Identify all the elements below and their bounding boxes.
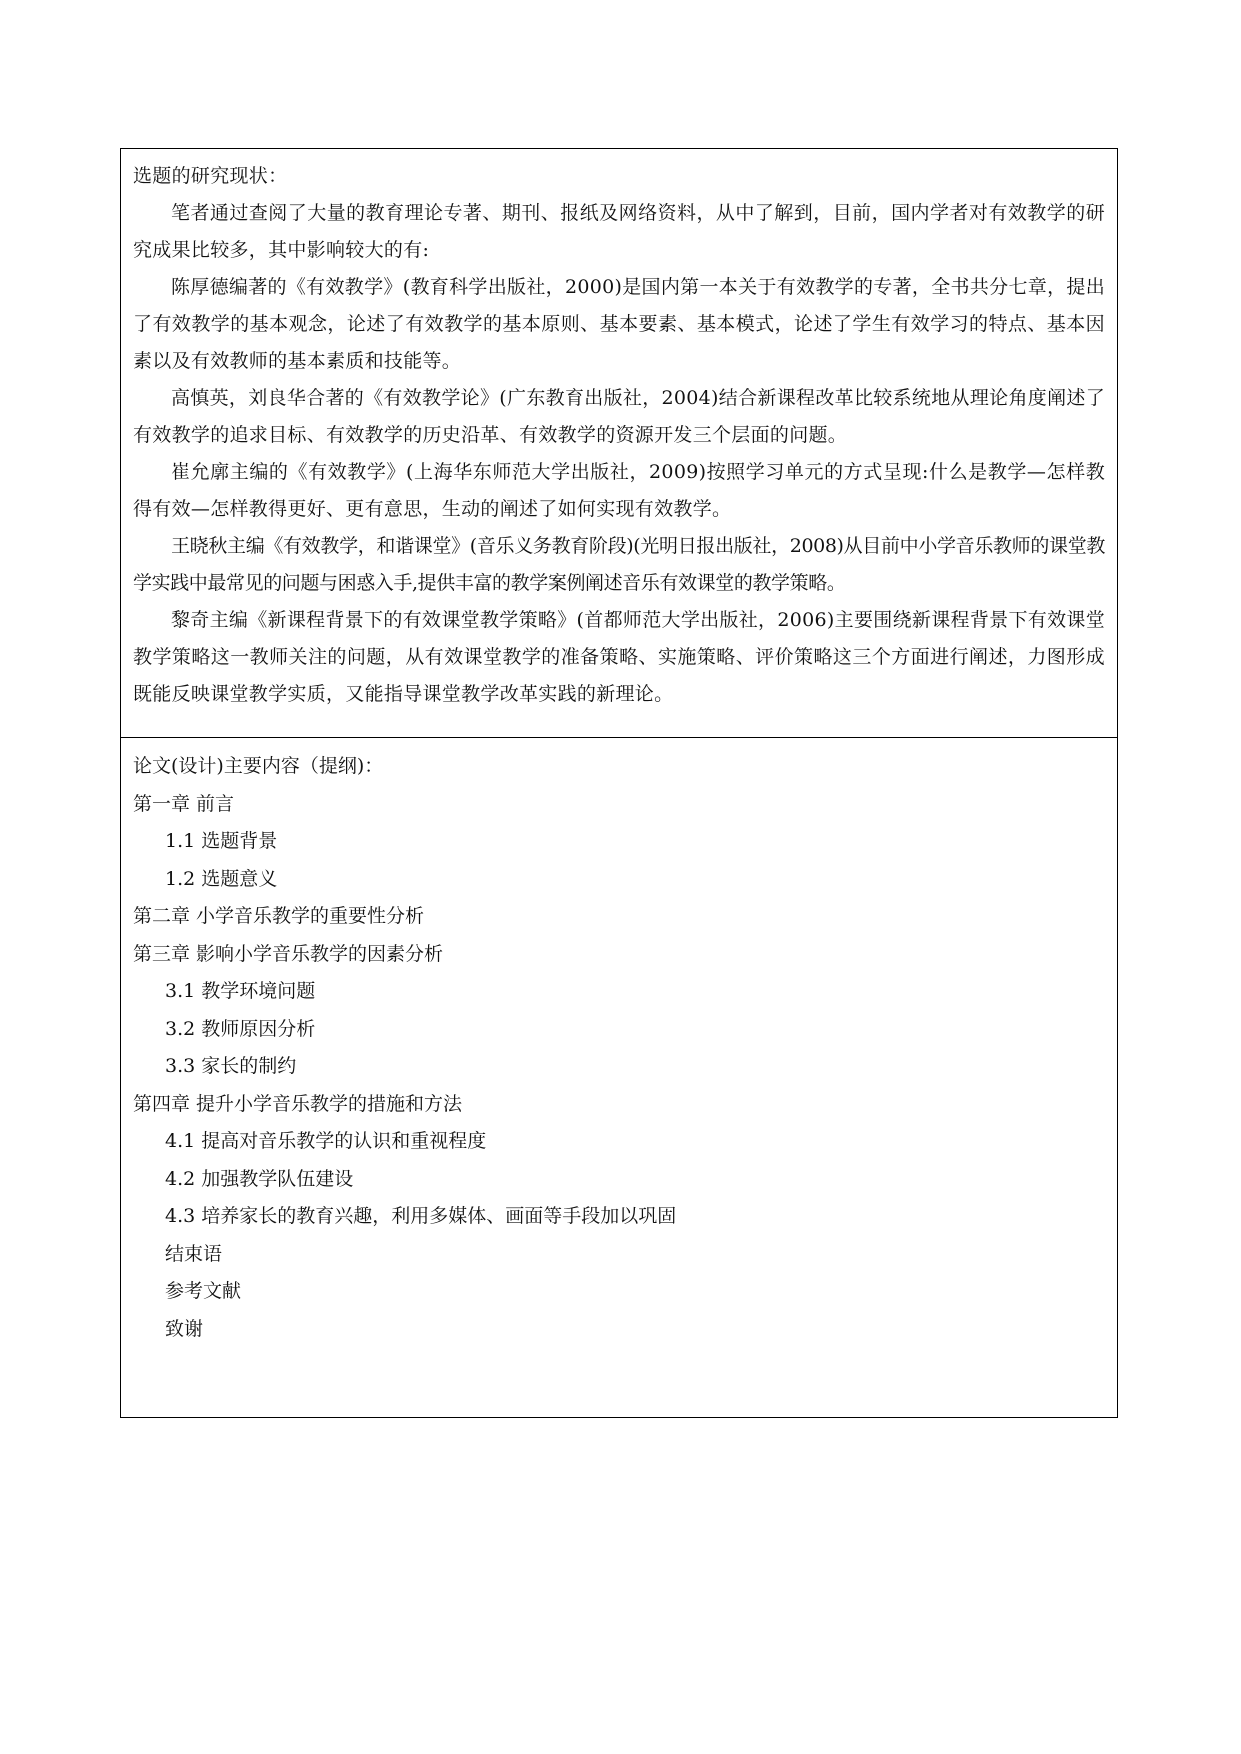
paragraph: 笔者通过查阅了大量的教育理论专著、期刊、报纸及网络资料，从中了解到，目前，国内学者对有效教学的研究成果比较多，其中影响较大的有: <box>133 202 1105 261</box>
outline-subitem: 致谢 <box>165 1317 204 1340</box>
outline-subitem: 1.2 选题意义 <box>165 867 278 890</box>
outline-list <box>133 786 1105 1349</box>
paragraph: 崔允廓主编的《有效教学》(上海华东师范大学出版社，2009)按照学习单元的方式呈现:什么是教学—怎样教得有效—怎样教得更好、更有意思，生动的阐述了如何实现有效教学。 <box>133 461 1105 520</box>
outline-chapter: 第一章 前言 <box>133 792 235 815</box>
outline-cell <box>121 738 1117 1417</box>
outline-chapter: 第二章 小学音乐教学的重要性分析 <box>133 905 425 927</box>
outline-subitem: 4.1 提高对音乐教学的认识和重视程度 <box>165 1130 487 1152</box>
outline-subitem: 参考文献 <box>165 1280 242 1302</box>
outline-subitem: 结束语 <box>165 1242 223 1265</box>
outline-subitem: 1.1 选题背景 <box>165 830 278 852</box>
paragraph: 陈厚德编著的《有效教学》(教育科学出版社，2000)是国内第一本关于有效教学的专著，全书共分七章，提出了有效教学的基本观念，论述了有效教学的基本原则、基本要素、基本模式，论述了学生有效学习的特点、基本因素以及有效教师的基本素质和技能等。 <box>133 276 1105 372</box>
outline-subitem: 3.3 家长的制约 <box>165 1055 297 1077</box>
paragraph: 黎奇主编《新课程背景下的有效课堂教学策略》(首都师范大学出版社，2006)主要围绕新课程背景下有效课堂教学策略这一教师关注的问题，从有效课堂教学的准备策略、实施策略、评价策略这三个方面进行阐述，力图形成既能反映课堂教学实质，又能指导课堂教学改革实践的新理论。 <box>133 609 1105 705</box>
paragraph: 王晓秋主编《有效教学，和谐课堂》(音乐义务教育阶段)(光明日报出版社，2008)从目前中小学音乐教师的课堂教学实践中最常见的问题与困惑入手,提供丰富的教学案例阐述音乐有效课堂的教学策略。 <box>133 535 1105 594</box>
form-table <box>120 148 1118 1418</box>
research-status-cell <box>121 149 1117 738</box>
outline-subitem: 4.2 加强教学队伍建设 <box>165 1167 354 1190</box>
outline-subitem: 3.2 教师原因分析 <box>165 1017 316 1040</box>
outline-subitem: 4.3 培养家长的教育兴趣，利用多媒体、画面等手段加以巩固 <box>165 1205 677 1227</box>
outline-chapter: 第四章 提升小学音乐教学的措施和方法 <box>133 1092 463 1115</box>
outline-chapter: 第三章 影响小学音乐教学的因素分析 <box>133 942 444 965</box>
research-status-heading: 选题的研究现状： <box>133 165 288 187</box>
outline-subitem: 3.1 教学环境问题 <box>165 980 316 1002</box>
outline-heading: 论文(设计)主要内容（提纲)： <box>133 755 384 777</box>
paragraph: 高慎英，刘良华合著的《有效教学论》(广东教育出版社，2004)结合新课程改革比较系统地从理论角度阐述了有效教学的追求目标、有效教学的历史沿革、有效教学的资源开发三个层面的问题。 <box>133 387 1105 446</box>
